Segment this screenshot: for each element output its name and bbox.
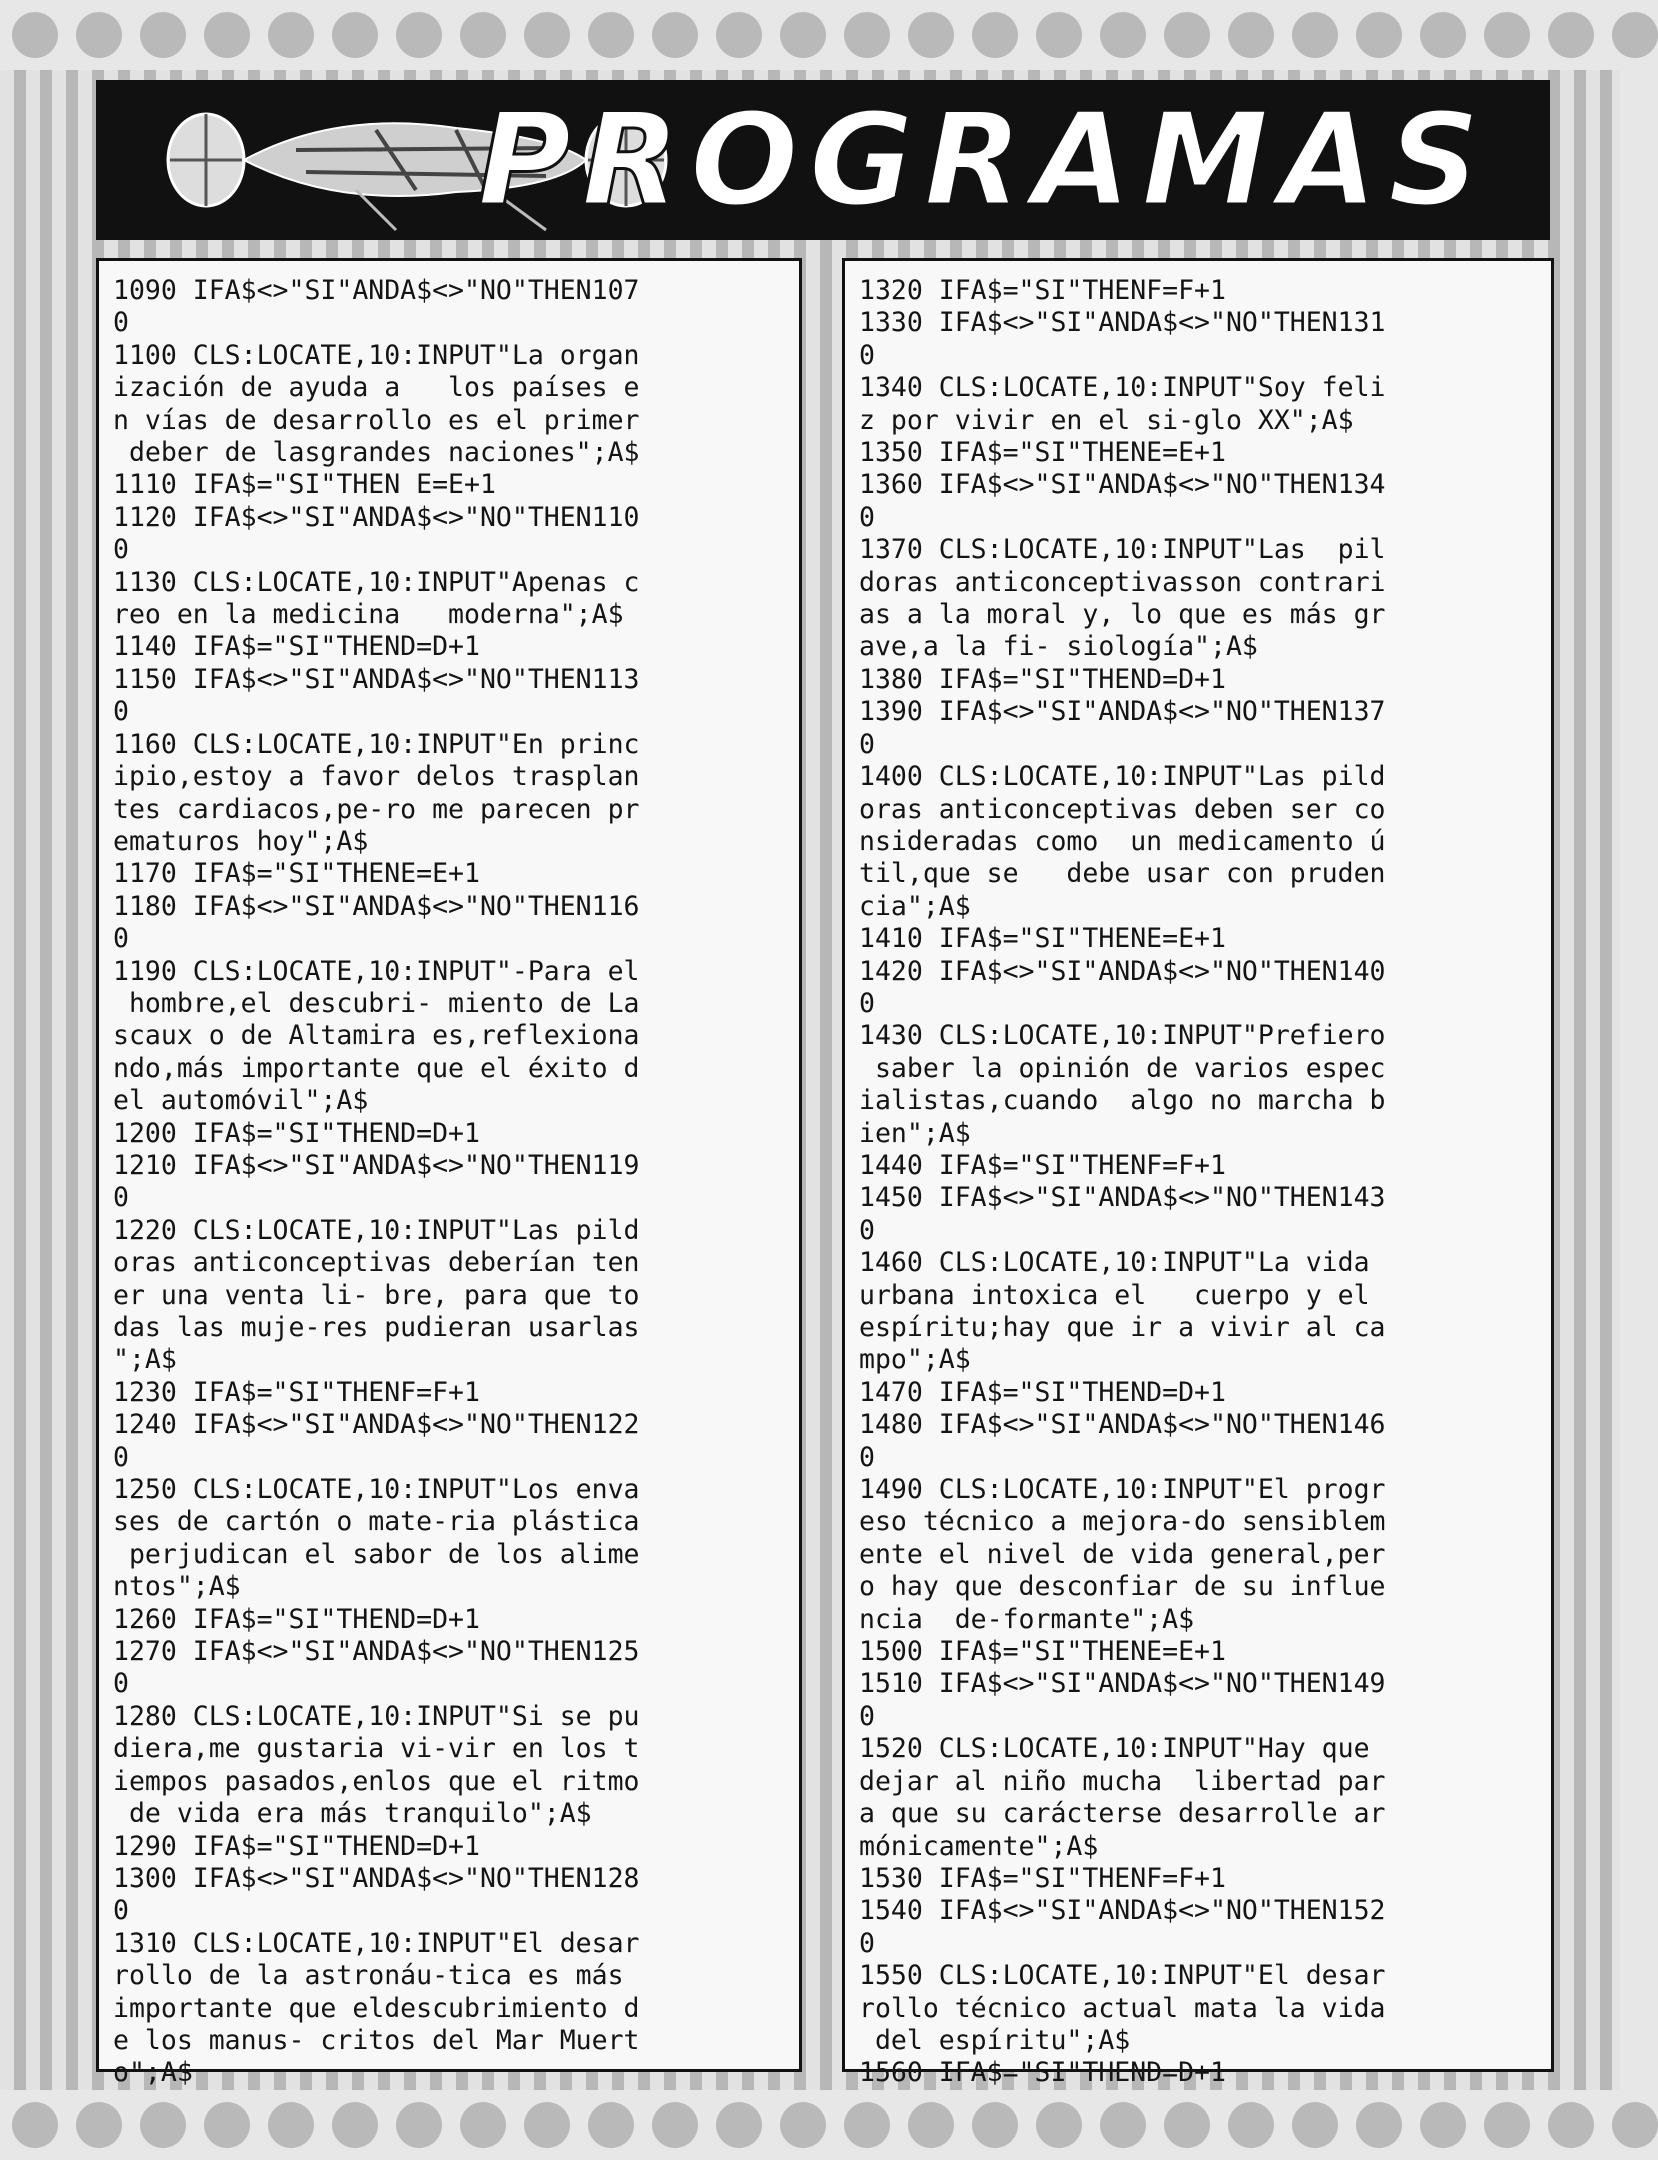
border-dot <box>332 2102 378 2148</box>
code-line: ntos";A$ <box>113 1571 241 1603</box>
border-dot <box>1548 12 1594 58</box>
code-line: 0 <box>113 1895 129 1927</box>
code-line: ave,a la fi- siología";A$ <box>859 631 1258 663</box>
code-line: 1180 IFA$<>"SI"ANDA$<>"NO"THEN116 <box>113 890 640 922</box>
code-line: 1480 IFA$<>"SI"ANDA$<>"NO"THEN146 <box>859 1409 1386 1441</box>
border-dot <box>588 12 634 58</box>
border-dot <box>76 2102 122 2148</box>
code-line: perjudican el sabor de los alime <box>113 1538 640 1570</box>
code-line: z por vivir en el si-glo XX";A$ <box>859 404 1354 436</box>
code-line: cia";A$ <box>859 890 971 922</box>
border-dot <box>1548 2102 1594 2148</box>
code-line: 1260 IFA$="SI"THEND=D+1 <box>113 1603 480 1635</box>
border-dot <box>1612 12 1658 58</box>
code-line: 1450 IFA$<>"SI"ANDA$<>"NO"THEN143 <box>859 1182 1386 1214</box>
code-line: el automóvil";A$ <box>113 1085 369 1117</box>
border-dot <box>76 12 122 58</box>
border-dot <box>780 12 826 58</box>
code-line: del espíritu";A$ <box>859 2024 1131 2056</box>
code-line: 1280 CLS:LOCATE,10:INPUT"Si se pu <box>113 1700 640 1732</box>
code-line: 0 <box>859 987 875 1019</box>
border-dot <box>1356 2102 1402 2148</box>
code-line: 1100 CLS:LOCATE,10:INPUT"La organ <box>113 339 640 371</box>
border-dot <box>1164 2102 1210 2148</box>
code-line: 1380 IFA$="SI"THEND=D+1 <box>859 663 1226 695</box>
code-line: 1540 IFA$<>"SI"ANDA$<>"NO"THEN152 <box>859 1895 1386 1927</box>
code-line: 1520 CLS:LOCATE,10:INPUT"Hay que <box>859 1733 1370 1765</box>
code-line: diera,me gustaria vi-vir en los t <box>113 1733 640 1765</box>
code-line: 1440 IFA$="SI"THENF=F+1 <box>859 1149 1226 1181</box>
code-line: 1240 IFA$<>"SI"ANDA$<>"NO"THEN122 <box>113 1409 640 1441</box>
header-banner <box>96 80 1550 240</box>
border-dot <box>396 12 442 58</box>
code-line: iempos pasados,enlos que el ritmo <box>113 1765 640 1797</box>
code-line: 0 <box>113 1668 129 1700</box>
code-line: 1200 IFA$="SI"THEND=D+1 <box>113 1117 480 1149</box>
code-line: reo en la medicina moderna";A$ <box>113 599 624 631</box>
code-listing-left <box>113 275 781 2090</box>
code-line: er una venta li- bre, para que to <box>113 1279 640 1311</box>
code-line: espíritu;hay que ir a vivir al ca <box>859 1312 1386 1343</box>
border-dot <box>1484 2102 1530 2148</box>
code-line: 1090 IFA$<>"SI"ANDA$<>"NO"THEN107 <box>113 275 640 306</box>
code-line: 1290 IFA$="SI"THEND=D+1 <box>113 1830 480 1862</box>
border-dot <box>332 12 378 58</box>
border-dot <box>1292 12 1338 58</box>
border-dot <box>844 2102 890 2148</box>
code-line: dejar al niño mucha libertad par <box>859 1765 1386 1797</box>
code-line: 1320 IFA$="SI"THENF=F+1 <box>859 275 1226 306</box>
code-line: 1330 IFA$<>"SI"ANDA$<>"NO"THEN131 <box>859 307 1386 339</box>
code-line: ización de ayuda a los países e <box>113 372 640 404</box>
border-dot <box>1164 12 1210 58</box>
code-line: 1190 CLS:LOCATE,10:INPUT"-Para el <box>113 955 640 987</box>
code-line: 0 <box>113 307 129 339</box>
code-line: 1360 IFA$<>"SI"ANDA$<>"NO"THEN134 <box>859 469 1386 501</box>
code-line: ncia de-formante";A$ <box>859 1603 1195 1635</box>
code-line: rollo técnico actual mata la vida <box>859 1992 1386 2024</box>
code-line: 1390 IFA$<>"SI"ANDA$<>"NO"THEN137 <box>859 696 1386 728</box>
code-line: n vías de desarrollo es el primer <box>113 404 640 436</box>
border-dot <box>1484 12 1530 58</box>
border-dot <box>972 2102 1018 2148</box>
code-line: 1230 IFA$="SI"THENF=F+1 <box>113 1376 480 1408</box>
code-line: hombre,el descubri- miento de La <box>113 987 640 1019</box>
code-line: ndo,más importante que el éxito d <box>113 1052 640 1084</box>
code-line: ialistas,cuando algo no marcha b <box>859 1085 1386 1117</box>
top-dot-border <box>0 0 1620 70</box>
border-dot <box>268 2102 314 2148</box>
border-dot <box>972 12 1018 58</box>
border-dot <box>588 2102 634 2148</box>
bottom-dot-border <box>0 2090 1620 2160</box>
border-dot <box>460 12 506 58</box>
code-line: 1140 IFA$="SI"THEND=D+1 <box>113 631 480 663</box>
code-line: mónicamente";A$ <box>859 1830 1099 1862</box>
border-dot <box>1612 2102 1658 2148</box>
code-line: 0 <box>859 501 875 533</box>
border-dot <box>1036 12 1082 58</box>
code-line: mpo";A$ <box>859 1344 971 1376</box>
code-line: 1550 CLS:LOCATE,10:INPUT"El desar <box>859 1960 1386 1992</box>
code-line: 0 <box>113 1441 129 1473</box>
border-dot <box>780 2102 826 2148</box>
code-line: 1460 CLS:LOCATE,10:INPUT"La vida <box>859 1247 1370 1279</box>
border-dot <box>396 2102 442 2148</box>
code-line: 1170 IFA$="SI"THENE=E+1 <box>113 858 480 890</box>
code-line: ";A$ <box>113 1344 177 1376</box>
code-line: 0 <box>859 1700 875 1732</box>
border-dot <box>1228 12 1274 58</box>
code-line: 1430 CLS:LOCATE,10:INPUT"Prefiero <box>859 1020 1386 1052</box>
border-dot <box>524 12 570 58</box>
code-column-right <box>842 258 1554 2089</box>
code-line: eso técnico a mejora-do sensiblem <box>859 1506 1386 1538</box>
border-dot <box>1356 12 1402 58</box>
code-line: 0 <box>113 923 129 955</box>
code-line: oras anticonceptivas deben ser co <box>859 793 1386 825</box>
code-line: 0 <box>859 728 875 760</box>
code-line: tes cardiacos,pe-ro me parecen pr <box>113 793 640 825</box>
code-line: doras anticonceptivasson contrari <box>859 566 1386 598</box>
border-dot <box>1036 2102 1082 2148</box>
code-line: 1270 IFA$<>"SI"ANDA$<>"NO"THEN125 <box>113 1636 640 1668</box>
code-line: oras anticonceptivas deberían ten <box>113 1247 640 1279</box>
code-listing-right <box>859 275 1533 2090</box>
code-line: 1500 IFA$="SI"THENE=E+1 <box>859 1636 1226 1668</box>
code-line: 1310 CLS:LOCATE,10:INPUT"El desar <box>113 1927 640 1959</box>
border-dot <box>652 2102 698 2148</box>
border-dot <box>1420 12 1466 58</box>
code-line: 0 <box>113 534 129 566</box>
code-line: 1130 CLS:LOCATE,10:INPUT"Apenas c <box>113 566 640 598</box>
code-line: saber la opinión de varios espec <box>859 1052 1386 1084</box>
code-line: e los manus- critos del Mar Muert <box>113 2024 640 2056</box>
code-line: 1120 IFA$<>"SI"ANDA$<>"NO"THEN110 <box>113 501 640 533</box>
border-dot <box>1100 2102 1146 2148</box>
code-line: 1210 IFA$<>"SI"ANDA$<>"NO"THEN119 <box>113 1149 640 1181</box>
code-line: 0 <box>859 1441 875 1473</box>
code-line: scaux o de Altamira es,reflexiona <box>113 1020 640 1052</box>
border-dot <box>1100 12 1146 58</box>
code-line: 1370 CLS:LOCATE,10:INPUT"Las pil <box>859 534 1386 566</box>
code-line: ematuros hoy";A$ <box>113 825 369 857</box>
code-line: 1490 CLS:LOCATE,10:INPUT"El progr <box>859 1474 1386 1506</box>
code-line: 1410 IFA$="SI"THENE=E+1 <box>859 923 1226 955</box>
code-line: 1470 IFA$="SI"THEND=D+1 <box>859 1376 1226 1408</box>
code-line: urbana intoxica el cuerpo y el <box>859 1279 1370 1311</box>
code-line: 1300 IFA$<>"SI"ANDA$<>"NO"THEN128 <box>113 1862 640 1894</box>
code-line: ien";A$ <box>859 1117 971 1149</box>
border-dot <box>140 12 186 58</box>
code-line: ipio,estoy a favor delos trasplan <box>113 761 640 793</box>
border-dot <box>1228 2102 1274 2148</box>
border-dot <box>204 2102 250 2148</box>
code-line: deber de lasgrandes naciones";A$ <box>113 437 640 469</box>
code-line: importante que eldescubrimiento d <box>113 1992 640 2024</box>
border-dot <box>716 12 762 58</box>
code-line: 1560 IFA$="SI"THEND=D+1 <box>859 2057 1226 2089</box>
code-line: 1400 CLS:LOCATE,10:INPUT"Las pild <box>859 761 1386 793</box>
code-line: 1340 CLS:LOCATE,10:INPUT"Soy feli <box>859 372 1386 404</box>
border-dot <box>716 2102 762 2148</box>
code-line: 0 <box>859 339 875 371</box>
border-dot <box>140 2102 186 2148</box>
code-line: 1350 IFA$="SI"THENE=E+1 <box>859 437 1226 469</box>
code-line: 1530 IFA$="SI"THENF=F+1 <box>859 1862 1226 1894</box>
border-dot <box>12 12 58 58</box>
code-line: de vida era más tranquilo";A$ <box>113 1798 592 1830</box>
code-line: ente el nivel de vida general,per <box>859 1538 1386 1570</box>
code-line: o";A$ <box>113 2057 193 2089</box>
code-line: til,que se debe usar con pruden <box>859 858 1386 890</box>
code-line: das las muje-res pudieran usarlas <box>113 1312 640 1343</box>
code-line: rollo de la astronáu-tica es más <box>113 1960 624 1992</box>
code-line: o hay que desconfiar de su influe <box>859 1571 1386 1603</box>
code-line: 1510 IFA$<>"SI"ANDA$<>"NO"THEN149 <box>859 1668 1386 1700</box>
border-dot <box>460 2102 506 2148</box>
code-line: as a la moral y, lo que es más gr <box>859 599 1386 631</box>
code-line: 1250 CLS:LOCATE,10:INPUT"Los enva <box>113 1474 640 1506</box>
border-dot <box>1420 2102 1466 2148</box>
border-dot <box>204 12 250 58</box>
code-line: 1160 CLS:LOCATE,10:INPUT"En princ <box>113 728 640 760</box>
code-line: 1420 IFA$<>"SI"ANDA$<>"NO"THEN140 <box>859 955 1386 987</box>
border-dot <box>268 12 314 58</box>
border-dot <box>908 12 954 58</box>
border-dot <box>652 12 698 58</box>
border-dot <box>908 2102 954 2148</box>
code-line: a que su carácterse desarrolle ar <box>859 1798 1386 1830</box>
border-dot <box>844 12 890 58</box>
border-dot <box>1292 2102 1338 2148</box>
code-line: 1150 IFA$<>"SI"ANDA$<>"NO"THEN113 <box>113 663 640 695</box>
code-line: 0 <box>859 1927 875 1959</box>
code-line: 1220 CLS:LOCATE,10:INPUT"Las pild <box>113 1214 640 1246</box>
code-line: ses de cartón o mate-ria plástica <box>113 1506 640 1538</box>
code-line: 0 <box>859 1214 875 1246</box>
code-line: 0 <box>113 696 129 728</box>
border-dot <box>524 2102 570 2148</box>
code-line: 0 <box>113 1182 129 1214</box>
border-dot <box>12 2102 58 2148</box>
code-column-left <box>96 258 802 2089</box>
code-line: nsideradas como un medicamento ú <box>859 825 1386 857</box>
page-title: PROGRAMAS <box>477 86 1490 235</box>
code-line: 1110 IFA$="SI"THEN E=E+1 <box>113 469 496 501</box>
